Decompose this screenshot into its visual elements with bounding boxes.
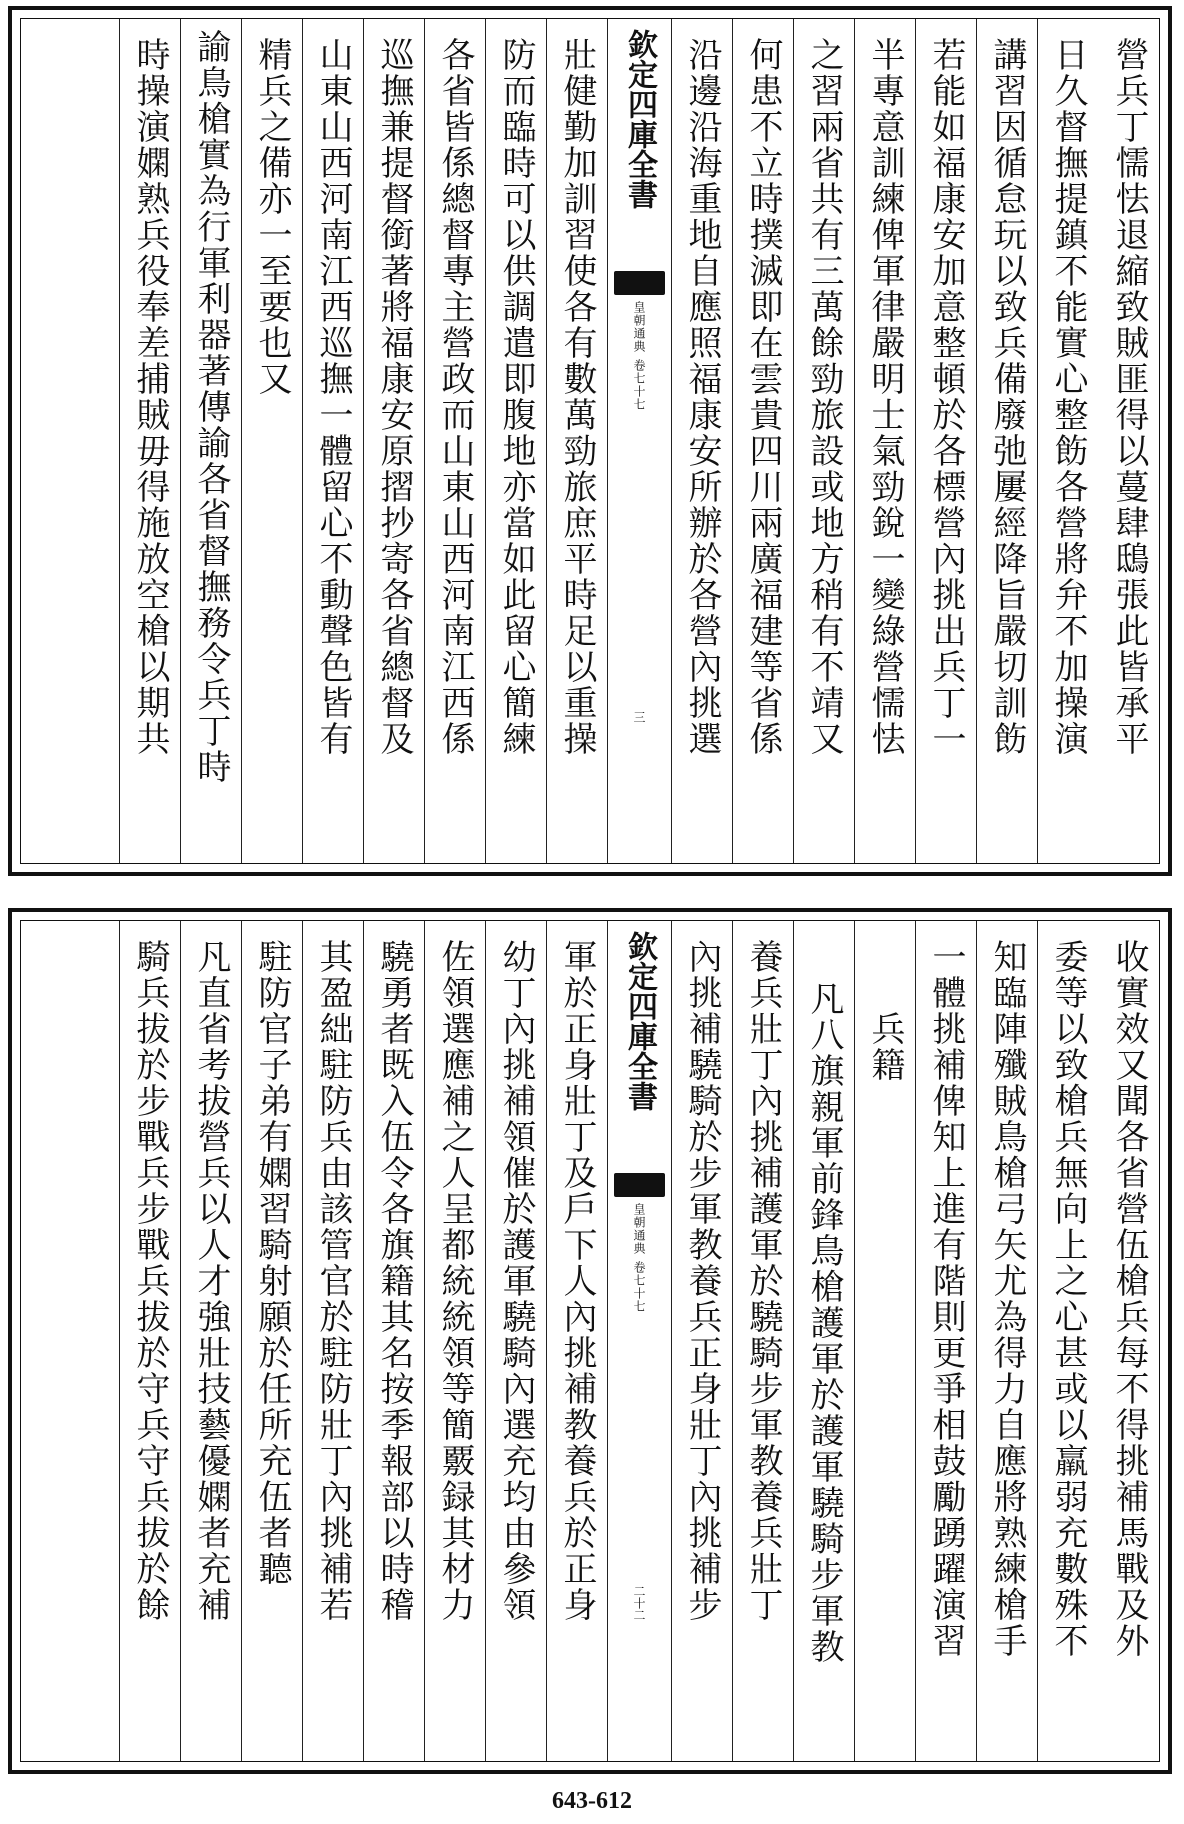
- column-text: 防而臨時可以供調遣即腹地亦當如此留心簡練: [496, 37, 536, 757]
- section-heading: 兵籍: [865, 1011, 905, 1083]
- column-text: 諭鳥槍實為行軍利器著傳諭各省督撫務令兵丁時: [191, 29, 231, 785]
- text-column: [793, 921, 854, 1761]
- column-text: 日久督撫提鎮不能實心整飭各營將弁不加操演: [1048, 37, 1088, 757]
- page-frame: [20, 18, 1160, 864]
- text-column: [1037, 19, 1098, 863]
- column-text: 內挑補驍騎於步軍教養兵正身壯丁內挑補步: [682, 939, 722, 1623]
- column-text: 若能如福康安加意整頓於各標營內挑出兵丁一: [926, 37, 966, 757]
- text-column: [1037, 921, 1098, 1761]
- column-text: 騎兵拔於步戰兵步戰兵拔於守兵守兵拔於餘: [130, 939, 170, 1623]
- text-column: [915, 921, 976, 1761]
- text-column: [180, 19, 241, 863]
- column-text: 驍勇者既入伍令各旗籍其名按季報部以時稽: [374, 939, 414, 1623]
- column-text: 凡八旗親軍前鋒鳥槍護軍於護軍驍騎步軍教: [804, 981, 844, 1665]
- banner-page-number: 三: [632, 711, 646, 723]
- text-column: [302, 19, 363, 863]
- column-text: 之習兩省共有三萬餘勁旅設或地方稍有不靖又: [804, 37, 844, 757]
- text-column: [546, 921, 607, 1761]
- column-text: 時操演嫻熟兵役奉差捕賊毋得施放空槍以期共: [130, 37, 170, 757]
- text-column: [485, 19, 546, 863]
- text-column: [1098, 921, 1159, 1761]
- column-text: 知臨陣殲賊鳥槍弓矢尤為得力自應將熟練槍手: [987, 939, 1027, 1659]
- column-text: 養兵壯丁內挑補護軍於驍騎步軍教養兵壯丁: [743, 939, 783, 1623]
- text-column: [671, 19, 732, 863]
- banner-volume: 卷七十七: [632, 1261, 646, 1313]
- text-column: [546, 19, 607, 863]
- text-column: [732, 921, 793, 1761]
- page-footer-number: 643-612: [552, 1788, 632, 1814]
- column-text: 幼丁內挑補領催於護軍驍騎內選充均由參領: [496, 939, 536, 1623]
- fishtail-mark-icon: [614, 271, 665, 295]
- column-text: 山東山西河南江西巡撫一體留心不動聲色皆有: [313, 37, 353, 757]
- column-text: 一體挑補俾知上進有階則更爭相鼓勵踴躍演習: [926, 939, 966, 1659]
- text-column: [671, 921, 732, 1761]
- column-text: 收實效又聞各省營伍槍兵每不得挑補馬戰及外: [1109, 939, 1149, 1659]
- banner-book: 皇朝通典: [632, 1203, 646, 1255]
- text-column: [485, 921, 546, 1761]
- column-text: 委等以致槍兵無向上之心甚或以羸弱充數殊不: [1048, 939, 1088, 1659]
- book-page-1: [8, 6, 1172, 876]
- text-column: [119, 921, 180, 1761]
- banner-title: 欽定四庫全書: [622, 931, 657, 1111]
- text-column: [915, 19, 976, 863]
- column-text: 營兵丁懦怯退縮致賊匪得以蔓肆鴟張此皆承平: [1109, 37, 1149, 757]
- column-text: 講習因循怠玩以致兵備廢弛屢經降旨嚴切訓飭: [987, 37, 1027, 757]
- text-column: [854, 921, 915, 1761]
- column-text: 駐防官子弟有嫻習騎射願於任所充伍者聽: [252, 939, 292, 1587]
- text-column: [1098, 19, 1159, 863]
- banner-title: 欽定四庫全書: [622, 29, 657, 209]
- text-column: [793, 19, 854, 863]
- fishtail-mark-icon: [614, 1173, 665, 1197]
- column-text: 各省皆係總督專主營政而山東山西河南江西係: [435, 37, 475, 757]
- text-column: [732, 19, 793, 863]
- column-text: 壯健勤加訓習使各有數萬勁旅庶平時足以重操: [557, 37, 597, 757]
- banner-page-number: 二十二: [632, 1585, 646, 1621]
- text-column: [976, 19, 1037, 863]
- column-text: 半專意訓練俾軍律嚴明士氣勁銳一變綠營懦怯: [865, 37, 905, 757]
- text-column: [119, 19, 180, 863]
- banner-volume: 卷七十七: [632, 359, 646, 411]
- column-text: 沿邊沿海重地自應照福康安所辦於各營內挑選: [682, 37, 722, 757]
- text-column: [424, 19, 485, 863]
- text-column: [424, 921, 485, 1761]
- text-column: [180, 921, 241, 1761]
- column-text: 其盈絀駐防兵由該管官於駐防壯丁內挑補若: [313, 939, 353, 1623]
- text-column: [302, 921, 363, 1761]
- text-column: [363, 19, 424, 863]
- column-text: 佐領選應補之人呈都統統領等簡覈録其材力: [435, 939, 475, 1623]
- column-text: 精兵之備亦一至要也又: [252, 37, 292, 397]
- center-banner: [607, 921, 671, 1761]
- text-column: [363, 921, 424, 1761]
- column-text: 軍於正身壯丁及戶下人內挑補教養兵於正身: [557, 939, 597, 1623]
- column-text: 巡撫兼提督銜著將福康安原摺抄寄各省總督及: [374, 37, 414, 757]
- book-page-2: [8, 908, 1172, 1774]
- text-column: [241, 921, 302, 1761]
- text-column: [854, 19, 915, 863]
- column-text: 凡直省考拔營兵以人才強壯技藝優嫻者充補: [191, 939, 231, 1623]
- text-column: [241, 19, 302, 863]
- text-column: [976, 921, 1037, 1761]
- column-text: 何患不立時撲滅即在雲貴四川兩廣福建等省係: [743, 37, 783, 757]
- page-frame: [20, 920, 1160, 1762]
- banner-book: 皇朝通典: [632, 301, 646, 353]
- center-banner: [607, 19, 671, 863]
